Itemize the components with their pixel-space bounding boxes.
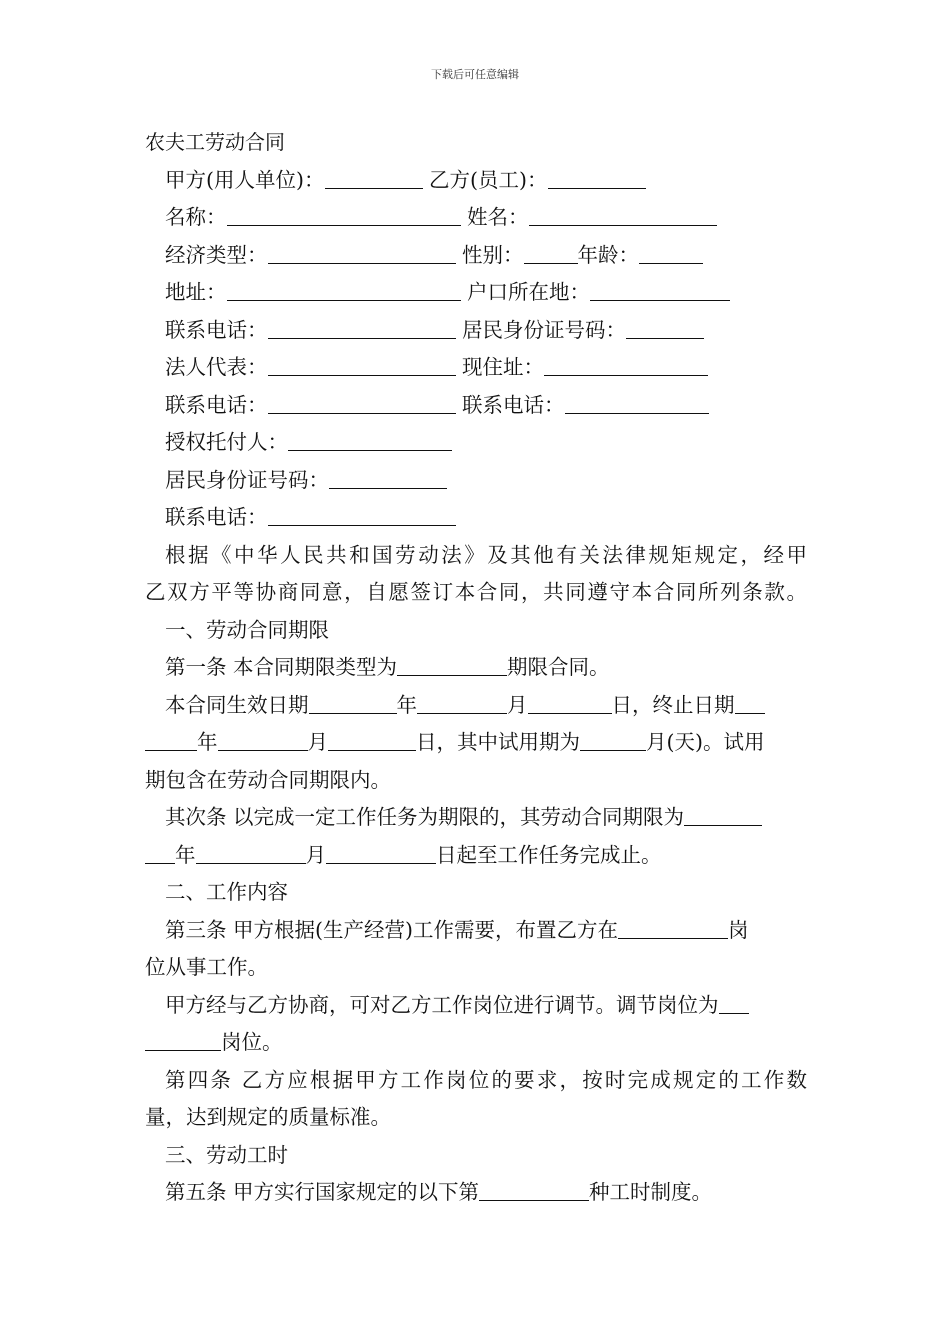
article-text: 其次条 以完成一定工作任务为期限的，其劳动合同期限为 bbox=[165, 805, 685, 829]
agent-id-blank[interactable] bbox=[329, 465, 447, 489]
agent-label: 授权托付人： bbox=[165, 430, 288, 454]
adjust-row bbox=[145, 987, 807, 1025]
person-name-label: 姓名： bbox=[467, 205, 529, 229]
article-text: 日，终止日期 bbox=[611, 692, 735, 717]
employee-blank[interactable] bbox=[548, 165, 646, 189]
phone-label: 联系电话： bbox=[462, 392, 565, 417]
article-text: 第五条 甲方实行国家规定的以下第 bbox=[165, 1180, 480, 1204]
page-header: 下载后可任意编辑 bbox=[431, 68, 519, 81]
article-text: 本合同生效日期 bbox=[165, 692, 309, 717]
agent-phone-blank[interactable] bbox=[268, 502, 456, 526]
section-heading: 三、劳动工时 bbox=[165, 1142, 288, 1167]
article-text: 日，其中试用期为 bbox=[416, 730, 580, 754]
party-row bbox=[145, 199, 807, 237]
legal-rep-label: 法人代表： bbox=[165, 355, 268, 379]
article-4: 第四条 乙方应根据甲方工作岗位的要求，按时完成规定的工作数 bbox=[165, 1067, 807, 1092]
task-month-blank[interactable] bbox=[196, 840, 306, 864]
effective-date-row bbox=[145, 687, 807, 725]
article-4-cont: 量，达到规定的质量标准。 bbox=[145, 1105, 391, 1129]
adjust-row-cont bbox=[145, 1024, 807, 1062]
company-name-blank[interactable] bbox=[227, 202, 461, 226]
phone-label: 联系电话： bbox=[165, 392, 268, 417]
employer-blank[interactable] bbox=[325, 165, 423, 189]
agent-phone-label: 联系电话： bbox=[165, 505, 268, 529]
article-2-cont bbox=[145, 837, 807, 875]
start-day-blank[interactable] bbox=[528, 690, 612, 714]
article-text: 位从事工作。 bbox=[145, 955, 268, 979]
year-label: 年 bbox=[197, 730, 218, 754]
employer-label: 甲方(用人单位)： bbox=[165, 167, 325, 192]
agent-blank[interactable] bbox=[288, 427, 452, 451]
intro-paragraph: 乙双方平等协商同意，自愿签订本合同，共同遵守本合同所列条款。 bbox=[145, 580, 807, 604]
hukou-label: 户口所在地： bbox=[467, 280, 591, 304]
name-label: 名称： bbox=[165, 205, 227, 229]
residence-label: 现住址： bbox=[462, 355, 545, 379]
agent-id-label: 居民身份证号码： bbox=[165, 467, 329, 492]
contract-body bbox=[145, 124, 807, 1212]
phone-blank[interactable] bbox=[268, 315, 456, 339]
address-blank[interactable] bbox=[227, 277, 461, 301]
end-month-blank[interactable] bbox=[218, 727, 308, 751]
task-year-blank[interactable] bbox=[145, 840, 175, 864]
month-label: 月 bbox=[305, 842, 326, 867]
residence-blank[interactable] bbox=[544, 352, 708, 376]
year-label: 年 bbox=[396, 692, 417, 717]
article-text: 岗位。 bbox=[221, 1030, 283, 1054]
article-text: 期包含在劳动合同期限内。 bbox=[145, 767, 391, 792]
economic-type-label: 经济类型： bbox=[165, 242, 268, 267]
employee-label: 乙方(员工)： bbox=[429, 167, 548, 192]
start-year-blank[interactable] bbox=[309, 690, 397, 714]
id-number-label: 居民身份证号码： bbox=[462, 317, 627, 342]
article-text: 第一条 本合同期限类型为 bbox=[165, 655, 398, 679]
article-3 bbox=[145, 912, 807, 950]
economic-type-blank[interactable] bbox=[268, 240, 456, 264]
id-number-blank[interactable] bbox=[626, 315, 704, 339]
month-label: 月 bbox=[507, 692, 528, 717]
article-5 bbox=[145, 1174, 807, 1212]
document-title: 农夫工劳动合同 bbox=[145, 130, 285, 154]
adjusted-position-blank[interactable] bbox=[145, 1027, 221, 1051]
intro-paragraph: 根据《中华人民共和国劳动法》及其他有关法律规矩规定，经甲 bbox=[165, 542, 807, 567]
end-year-blank[interactable] bbox=[735, 690, 765, 714]
article-2 bbox=[145, 799, 807, 837]
gender-label: 性别： bbox=[462, 242, 524, 267]
article-text: 第三条 甲方根据(生产经营)工作需要，布置乙方在 bbox=[165, 917, 619, 942]
hukou-blank[interactable] bbox=[590, 277, 730, 301]
task-day-blank[interactable] bbox=[326, 840, 436, 864]
article-text: 日起至工作任务完成止。 bbox=[436, 842, 662, 867]
month-label: 月 bbox=[307, 730, 328, 754]
age-label: 年龄： bbox=[577, 242, 640, 267]
person-name-blank[interactable] bbox=[529, 202, 717, 226]
section-heading: 一、劳动合同期限 bbox=[165, 617, 329, 642]
party-row bbox=[145, 274, 807, 312]
year-label: 年 bbox=[175, 842, 196, 867]
trial-period-blank[interactable] bbox=[580, 727, 646, 751]
address-label: 地址： bbox=[165, 280, 227, 304]
end-day-blank[interactable] bbox=[328, 727, 416, 751]
work-hours-type-blank[interactable] bbox=[479, 1177, 589, 1201]
party-row bbox=[145, 162, 807, 200]
section-heading: 二、工作内容 bbox=[165, 880, 288, 904]
phone-blank[interactable] bbox=[268, 390, 456, 414]
article-text: 月(天)。试用 bbox=[646, 730, 765, 754]
party-row bbox=[145, 462, 807, 500]
party-row bbox=[145, 349, 807, 387]
article-1 bbox=[145, 649, 807, 687]
gender-blank[interactable] bbox=[524, 240, 578, 264]
adjusted-position-blank[interactable] bbox=[719, 990, 749, 1014]
legal-rep-blank[interactable] bbox=[268, 352, 456, 376]
phone-label: 联系电话： bbox=[165, 317, 268, 342]
start-month-blank[interactable] bbox=[417, 690, 507, 714]
position-blank[interactable] bbox=[618, 915, 728, 939]
party-row bbox=[145, 499, 807, 537]
contract-type-blank[interactable] bbox=[397, 652, 507, 676]
party-row bbox=[145, 237, 807, 275]
effective-date-row bbox=[145, 724, 807, 762]
party-row bbox=[145, 424, 807, 462]
age-blank[interactable] bbox=[639, 240, 703, 264]
article-text: 种工时制度。 bbox=[589, 1180, 713, 1204]
party-row bbox=[145, 312, 807, 350]
task-period-blank[interactable] bbox=[684, 802, 762, 826]
article-text: 期限合同。 bbox=[507, 655, 610, 679]
article-text: 甲方经与乙方协商，可对乙方工作岗位进行调节。调节岗位为 bbox=[165, 992, 719, 1017]
party-row bbox=[145, 387, 807, 425]
article-text: 岗 bbox=[728, 917, 749, 942]
end-year-blank[interactable] bbox=[145, 727, 197, 751]
phone-blank[interactable] bbox=[565, 390, 709, 414]
